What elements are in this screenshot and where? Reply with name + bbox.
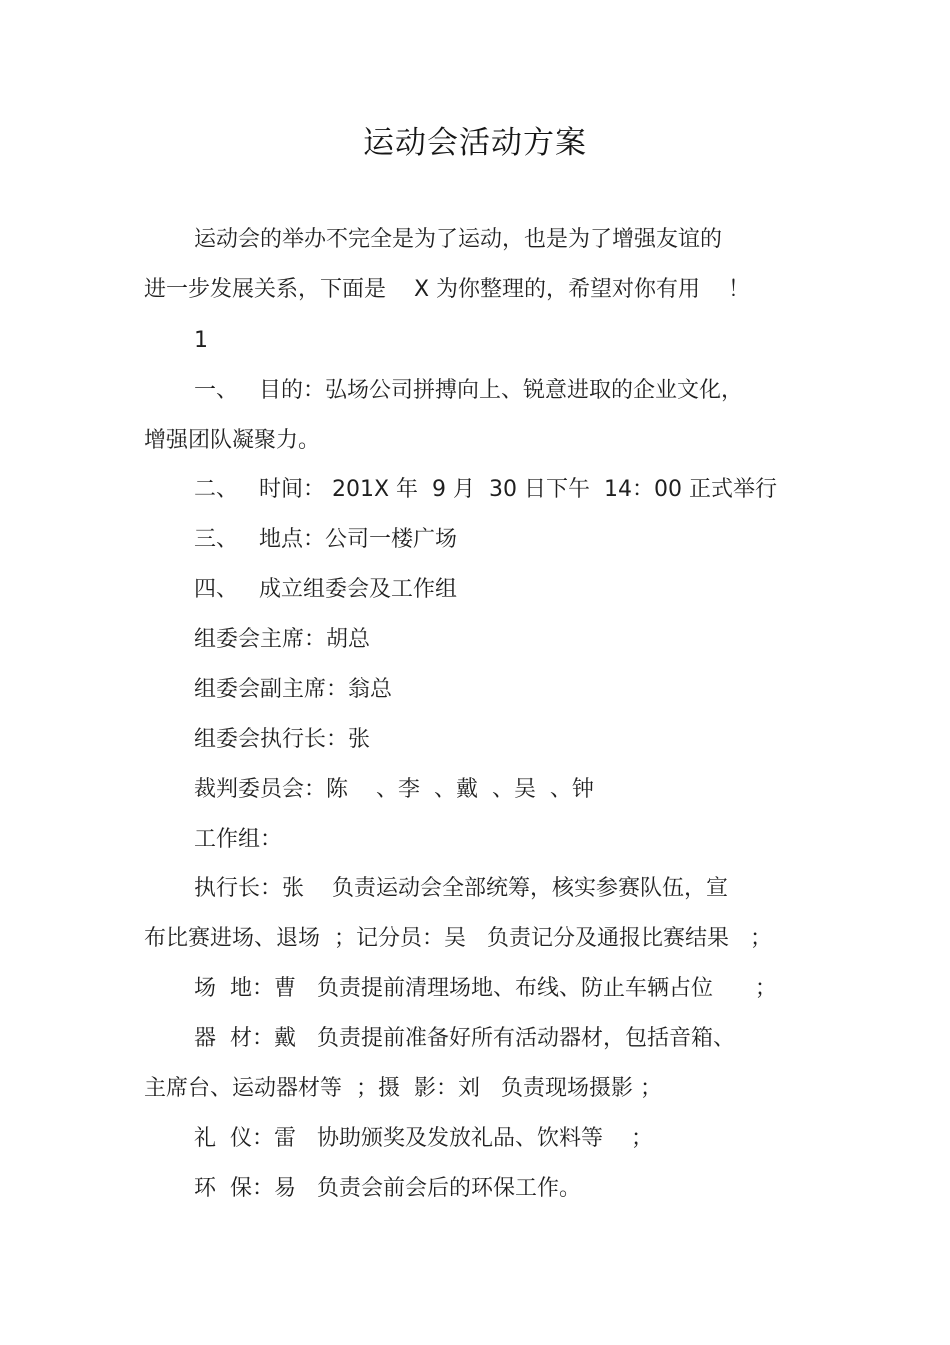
work-group-environment: 环 保：易 负责会前会后的环保工作。 [194, 1176, 581, 1201]
intro-line-2: 进一步发展关系，下面是 X 为你整理的，希望对你有用 ！ [144, 277, 751, 302]
section-committee: 四、 成立组委会及工作组 [194, 577, 457, 602]
section-location: 三、 地点：公司一楼广场 [194, 527, 457, 552]
committee-executive: 组委会执行长：张 [194, 727, 371, 752]
work-group-venue: 场 地：曹 负责提前清理场地、布线、防止车辆占位 ； [194, 976, 777, 1001]
referee-committee: 裁判委员会：陈 、李 、戴 、吴 、钟 [194, 777, 594, 802]
work-group-etiquette: 礼 仪：雷 协助颁奖及发放礼品、饮料等 ； [194, 1126, 653, 1151]
section-time: 二、 时间： 201X 年 9 月 30 日下午 14：00 正式举行 [194, 477, 777, 502]
work-group-heading: 工作组： [194, 827, 283, 852]
work-group-equipment-line-2: 主席台、运动器材等 ；摄 影：刘 负责现场摄影 ； [144, 1076, 662, 1101]
section-purpose-line-2: 增强团队凝聚力。 [144, 428, 321, 453]
committee-vice-chair: 组委会副主席：翁总 [194, 677, 393, 702]
work-group-executive-line-1: 执行长：张 负责运动会全部统筹，核实参赛队伍，宣 [194, 876, 728, 901]
committee-chair: 组委会主席：胡总 [194, 627, 371, 652]
work-group-executive-line-2: 布比赛进场、退场 ；记分员：吴 负责记分及通报比赛结果 ； [144, 926, 772, 951]
document-title: 运动会活动方案 [363, 125, 587, 161]
section-purpose-line-1: 一、 目的：弘场公司拼搏向上、锐意进取的企业文化， [194, 378, 743, 403]
page-number-marker: 1 [194, 328, 208, 353]
intro-line-1: 运动会的举办不完全是为了运动，也是为了增强友谊的 [194, 227, 723, 252]
work-group-equipment-line-1: 器 材：戴 负责提前准备好所有活动器材，包括音箱、 [194, 1026, 735, 1051]
